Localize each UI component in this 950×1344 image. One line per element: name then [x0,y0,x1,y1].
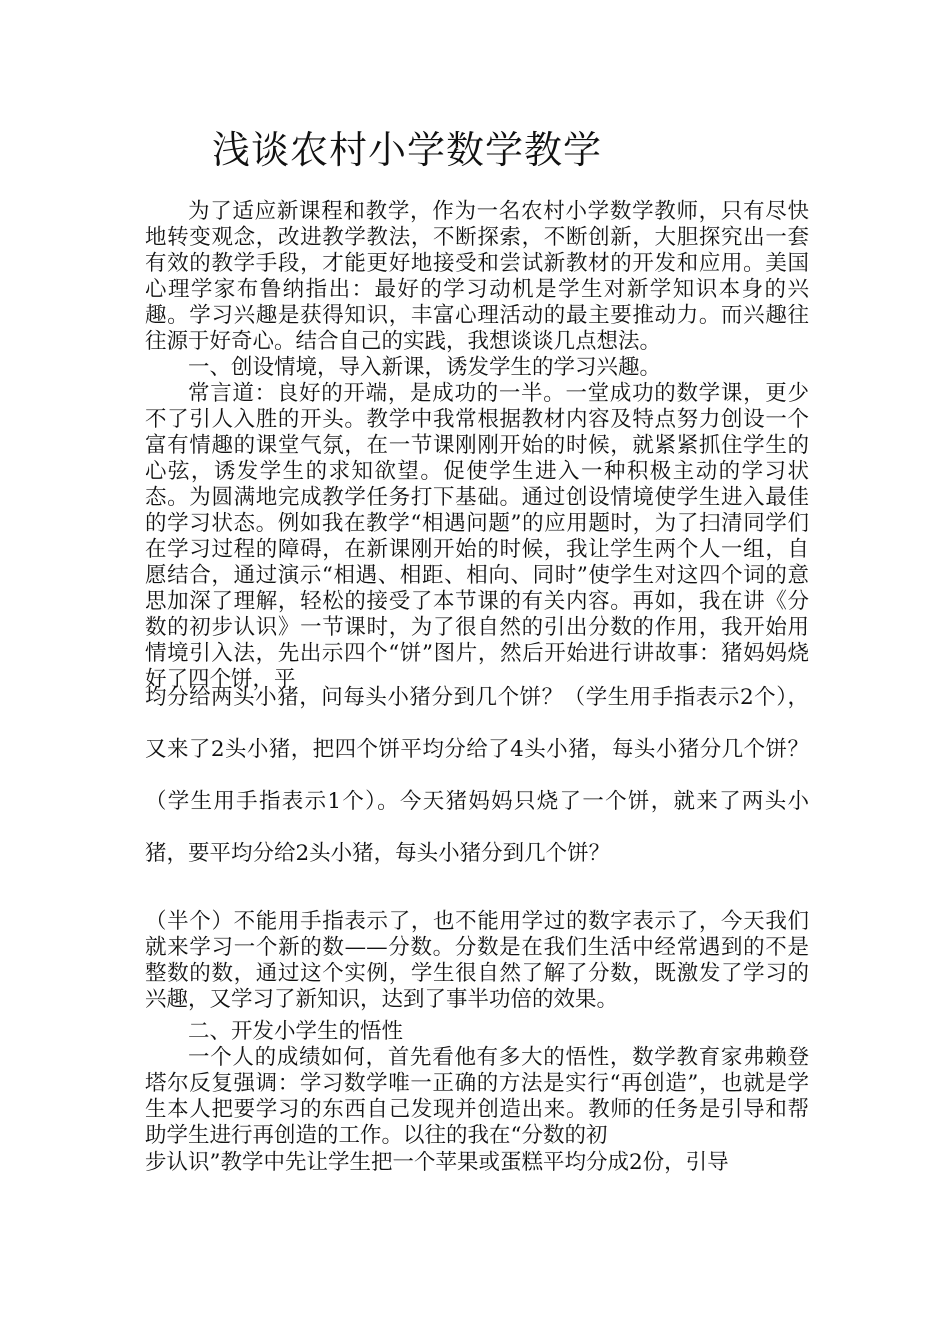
paragraph-section-2a: 一个人的成绩如何，首先看他有多大的悟性，数学教育家弗赖登塔尔反复强调：学习数学唯一正确的方法是实行“再创造”，也就是学生本人把要学习的东西自己发现并创造出来。教师的任务是引导和帮助学生进行再创造的工作。以往的我在“分数的初 [145,1045,809,1148]
section-2-continued [145,1145,809,1181]
paragraph-section-2b: 步认识”教学中先让学生把一个苹果或蛋糕平均分成2份，引导 [145,1150,729,1175]
paragraph-section-1a: 常言道：良好的开端，是成功的一半。一堂成功的数学课，更少不了引人入胜的开头。教学中我常根据教材内容及特点努力创设一个富有情趣的课堂气氛，在一节课刚刚开始的时候，就紧紧抓住学生的心弦，诱发学生的求知欲望。促使学生进入一种积极主动的学习状态。为圆满地完成教学任务打下基础。通过创设情境使学生进入最佳的学习状态。例如我在教学“相遇问题”的应用题时，为了扫清同学们在学习过程的障碍，在新课刚开始的时候，我让学生两个人一组，自愿结合，通过演示“相遇、相距、相向、同时”使学生对这四个词的意思加深了理解，轻松的接受了本节课的有关内容。再如，我在讲《分数的初步认识》一节课时，为了很自然的引出分数的作用，我开始用情境引入法，先出示四个“饼”图片，然后开始进行讲故事：猪妈妈烧好了四个饼，平 [145,381,809,692]
paragraph-intro: 为了适应新课程和教学，作为一名农村小学数学教师，只有尽快地转变观念，改进教学教法，不断探索，不断创新，大胆探究出一套有效的教学手段，才能更好地接受和尝试新教材的开发和应用。美国心理学家布鲁纳指出：最好的学习动机是学生对新学知识本身的兴趣。学习兴趣是获得知识，丰富心理活动的最主要推动力。而兴趣往往源于好奇心。结合自己的实践，我想谈谈几点想法。 [145,199,809,354]
heading-section-2: 二、开发小学生的悟性 [188,1019,404,1044]
heading-section-1: 一、创设情境，导入新课，诱发学生的学习兴趣。 [188,355,662,380]
paragraph-section-1c: （半个）不能用手指表示了，也不能用学过的数字表示了，今天我们就来学习一个新的数——分数。分数是在我们生活中经常遇到的不是整数的数，通过这个实例，学生很自然了解了分数，既激发了学习的兴趣，又学习了新知识，达到了事半功倍的效果。 [145,909,809,1012]
paragraph-section-1b: 均分给两头小猪，问每头小猪分到几个饼？（学生用手指表示2个），又来了2头小猪，把四个饼平均分给了4头小猪，每头小猪分几个饼？（学生用手指表示1个）。今天猪妈妈只烧了一个饼，就来了两头小猪，要平均分给2头小猪，每头小猪分到几个饼？ [145,685,809,866]
section-1-conclusion [145,909,809,1013]
section-1-story [145,672,809,880]
page-title: 浅谈农村小学数学教学 [212,128,603,172]
section-2 [145,1019,809,1149]
section-intro [145,199,809,693]
